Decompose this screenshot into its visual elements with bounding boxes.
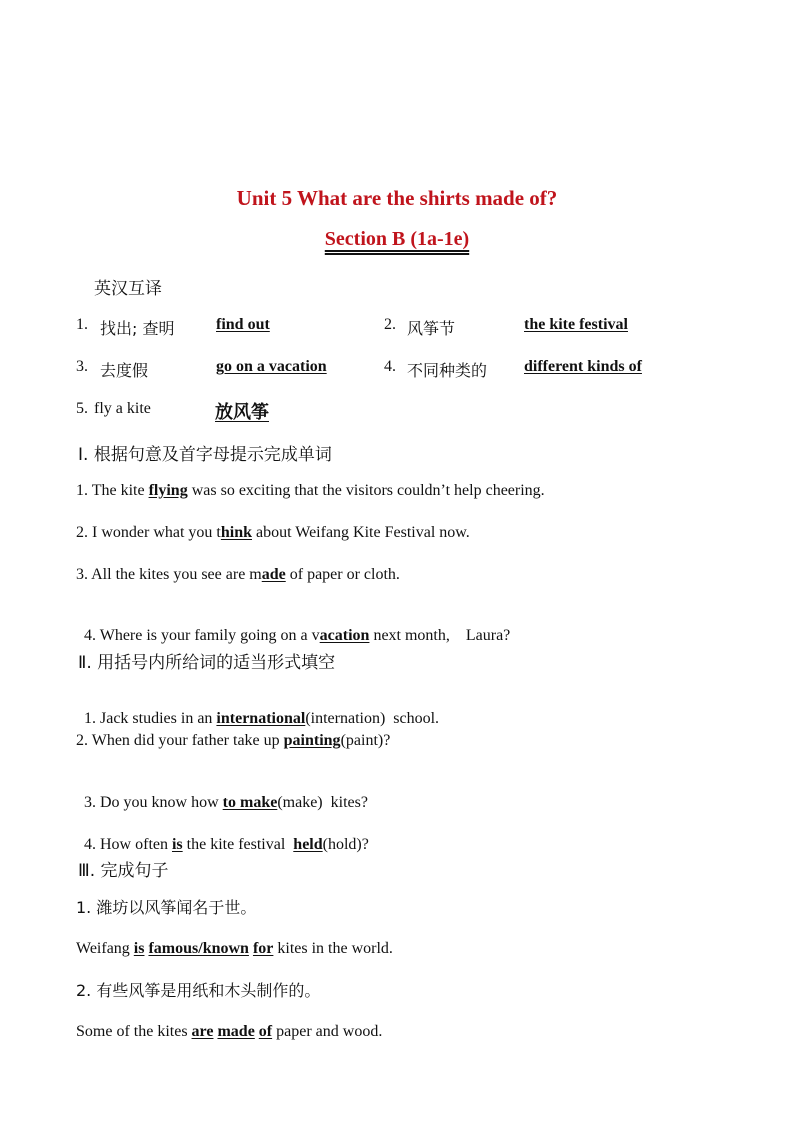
part2-question: 1. Jack studies in an international(internation) school. [84,710,440,727]
part3-heading: Ⅲ. 完成句子 [78,861,169,881]
part1-heading: Ⅰ. 根据句意及首字母提示完成单词 [78,445,332,465]
page-title: Unit 5 What are the shirts made of? [236,186,558,210]
vocab-item-num: 3. [76,358,88,375]
answer-blank: acation [319,627,370,644]
section-title: Section B (1a-1e) [324,228,470,250]
vocab-item-num: 5. [76,400,88,417]
answer-blank: ade [261,566,286,583]
vocab-heading: 英汉互译 [94,279,162,299]
answer-blank: hink [220,524,252,541]
part3-english-sentence: Weifang is famous/known for kites in the world. [76,940,393,957]
answer-blank: to make [222,794,278,811]
answer-blank: of [258,1023,273,1040]
part3-chinese-sentence: 2. 有些风筝是用纸和木头制作的。 [76,981,321,1000]
part2-heading: Ⅱ. 用括号内所给词的适当形式填空 [78,653,336,673]
vocab-item-prompt: fly a kite [94,400,151,417]
part3-english-sentence: Some of the kites are made of paper and wood. [76,1023,383,1040]
vocab-item-answer: 放风筝 [215,402,269,423]
part1-question: 3. All the kites you see are made of paper or cloth. [76,566,400,583]
vocab-item-answer: find out [216,316,270,333]
answer-blank: flying [148,482,188,499]
vocab-item-answer: the kite festival [524,316,628,333]
answer-blank: held [293,836,323,853]
vocab-item-num: 4. [384,358,396,375]
part1-question: 2. I wonder what you think about Weifang Kite Festival now. [76,524,470,541]
answer-blank: made [217,1023,255,1040]
vocab-item-prompt: 去度假 [100,361,149,380]
vocab-item-prompt: 找出; 查明 [100,319,175,338]
vocab-item-answer: different kinds of [524,358,642,375]
part1-question: 1. The kite flying was so exciting that the visitors couldn’t help cheering. [76,482,545,499]
vocab-item-prompt: 风筝节 [407,319,456,338]
answer-blank: is [133,940,145,957]
part2-question: 4. How often is the kite festival held(hold)? [84,836,369,853]
part2-question: 2. When did your father take up painting(paint)? [76,732,391,749]
part1-question: 4. Where is your family going on a vacation next month, Laura? [84,627,511,644]
answer-blank: is [171,836,183,853]
answer-blank: painting [283,732,341,749]
answer-blank: are [191,1023,214,1040]
vocab-item-num: 1. [76,316,88,333]
vocab-item-num: 2. [384,316,396,333]
answer-blank: famous/known [148,940,249,957]
part3-chinese-sentence: 1. 潍坊以风筝闻名于世。 [76,898,257,917]
vocab-item-answer: go on a vacation [216,358,327,375]
vocab-item-prompt: 不同种类的 [407,361,488,380]
part2-question: 3. Do you know how to make(make) kites? [84,794,368,811]
answer-blank: for [252,940,274,957]
answer-blank: international [216,710,306,727]
